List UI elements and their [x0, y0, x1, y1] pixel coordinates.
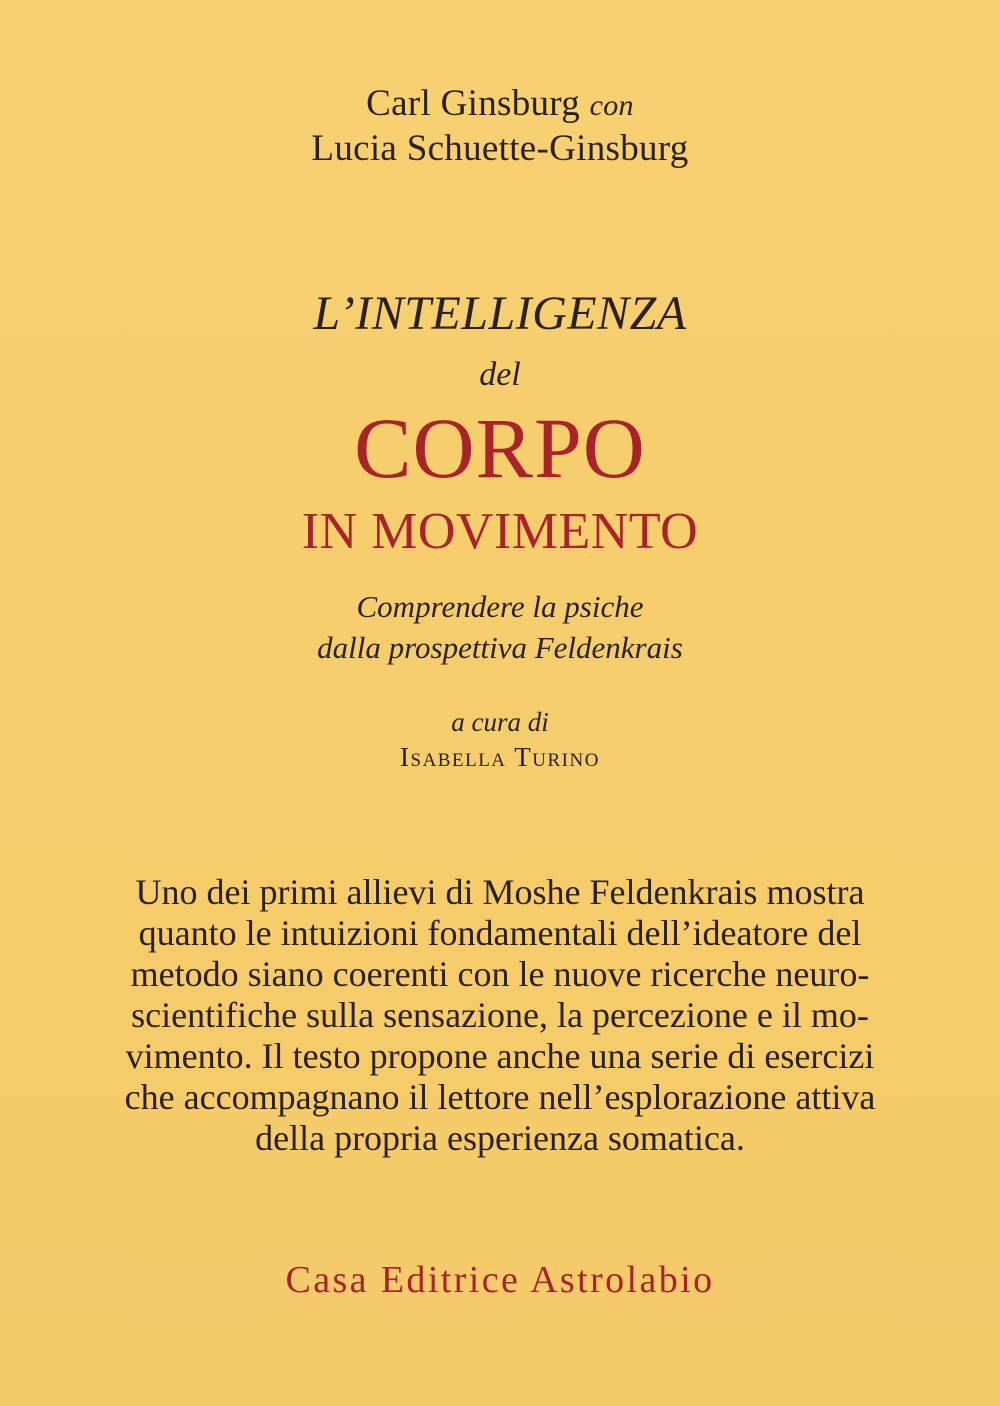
blurb-line: vimento. Il testo propone anche una serie di esercizi: [125, 1036, 875, 1076]
title-del: del: [479, 356, 521, 393]
blurb-line: Uno dei primi allievi di Moshe Feldenkrais mostra: [135, 872, 865, 912]
blurb-line: della propria esperienza somatica.: [255, 1118, 745, 1158]
blurb-line: metodo siano coerenti con le nuove ricerche neuro-: [130, 954, 870, 994]
blurb-line: scientifiche sulla sensazione, la percezione e il mo-: [131, 995, 869, 1035]
author-primary: Carl Ginsburg: [366, 83, 581, 124]
title-in-movimento: IN MOVIMENTO: [301, 503, 699, 560]
subtitle-line-1: Comprendere la psiche: [356, 589, 644, 624]
subtitle-line-2: dalla prospettiva Feldenkrais: [317, 630, 683, 665]
title-intelligenza: L’INTELLIGENZA: [313, 287, 687, 340]
blurb-line: quanto le intuizioni fondamentali dell’ideatore del: [138, 913, 862, 953]
author-connector: con: [589, 89, 634, 122]
title-corpo: CORPO: [354, 400, 646, 496]
editor-label: a cura di: [451, 707, 549, 737]
blurb: [0, 872, 1000, 1159]
author-secondary: Lucia Schuette-Ginsburg: [311, 128, 689, 169]
author-line-1: [0, 82, 1000, 125]
blurb-line: che accompagnano il lettore nell’esplorazione attiva: [124, 1077, 876, 1117]
editor-name: Isabella Turino: [400, 742, 600, 772]
publisher-name: Casa Editrice Astrolabio: [285, 1259, 715, 1301]
